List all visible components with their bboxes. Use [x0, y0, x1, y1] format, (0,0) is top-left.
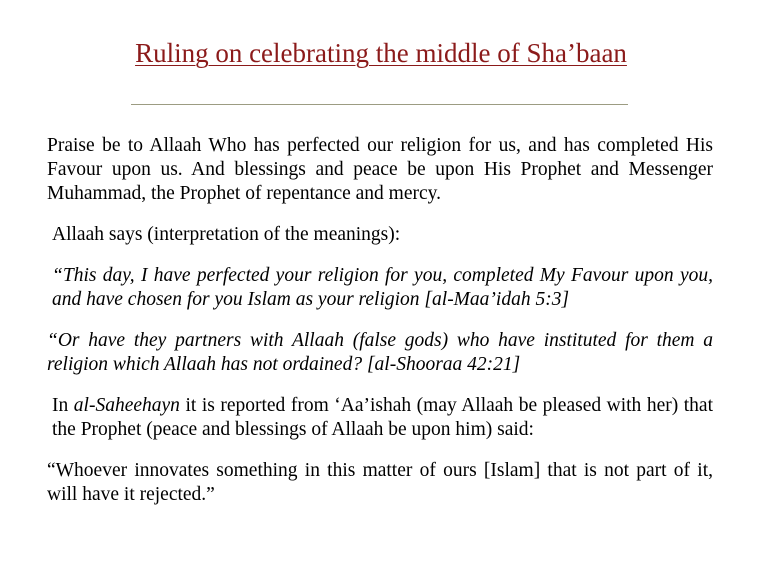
- hadith-quote: “Whoever innovates something in this matter of ours [Islam] that is not part of it, will have it rejected.”: [47, 460, 713, 505]
- title-divider: [131, 104, 628, 105]
- hadith-intro-prefix: In: [52, 395, 74, 416]
- document-title: Ruling on celebrating the middle of Sha’baan: [135, 38, 627, 68]
- hadith-intro-paragraph: [47, 394, 713, 442]
- hadith-intro-suffix: it is reported from ‘Aa’ishah (may Allaah be pleased with her) that the Prophet (peace and blessings of Allaah be upon him) said:: [52, 395, 713, 440]
- hadith-source: al-Saheehayn: [73, 395, 180, 416]
- opening-praise-paragraph: Praise be to Allaah Who has perfected our religion for us, and has completed His Favour upon us. And blessings and peace be upon His Prophet and Messenger Muhammad, the Prophet of repentance and mercy.: [47, 135, 713, 204]
- quran-quote-maaidah: “This day, I have perfected your religion for you, completed My Favour upon you, and have chosen for you Islam as your religion [al-Maa’idah 5:3]: [52, 265, 713, 310]
- quran-intro-paragraph: Allaah says (interpretation of the meanings):: [52, 224, 401, 245]
- quran-quote-shooraa: “Or have they partners with Allaah (false gods) who have instituted for them a religion which Allaah has not ordained? [al-Shooraa 42:21]: [47, 330, 713, 375]
- document-body: [47, 134, 713, 524]
